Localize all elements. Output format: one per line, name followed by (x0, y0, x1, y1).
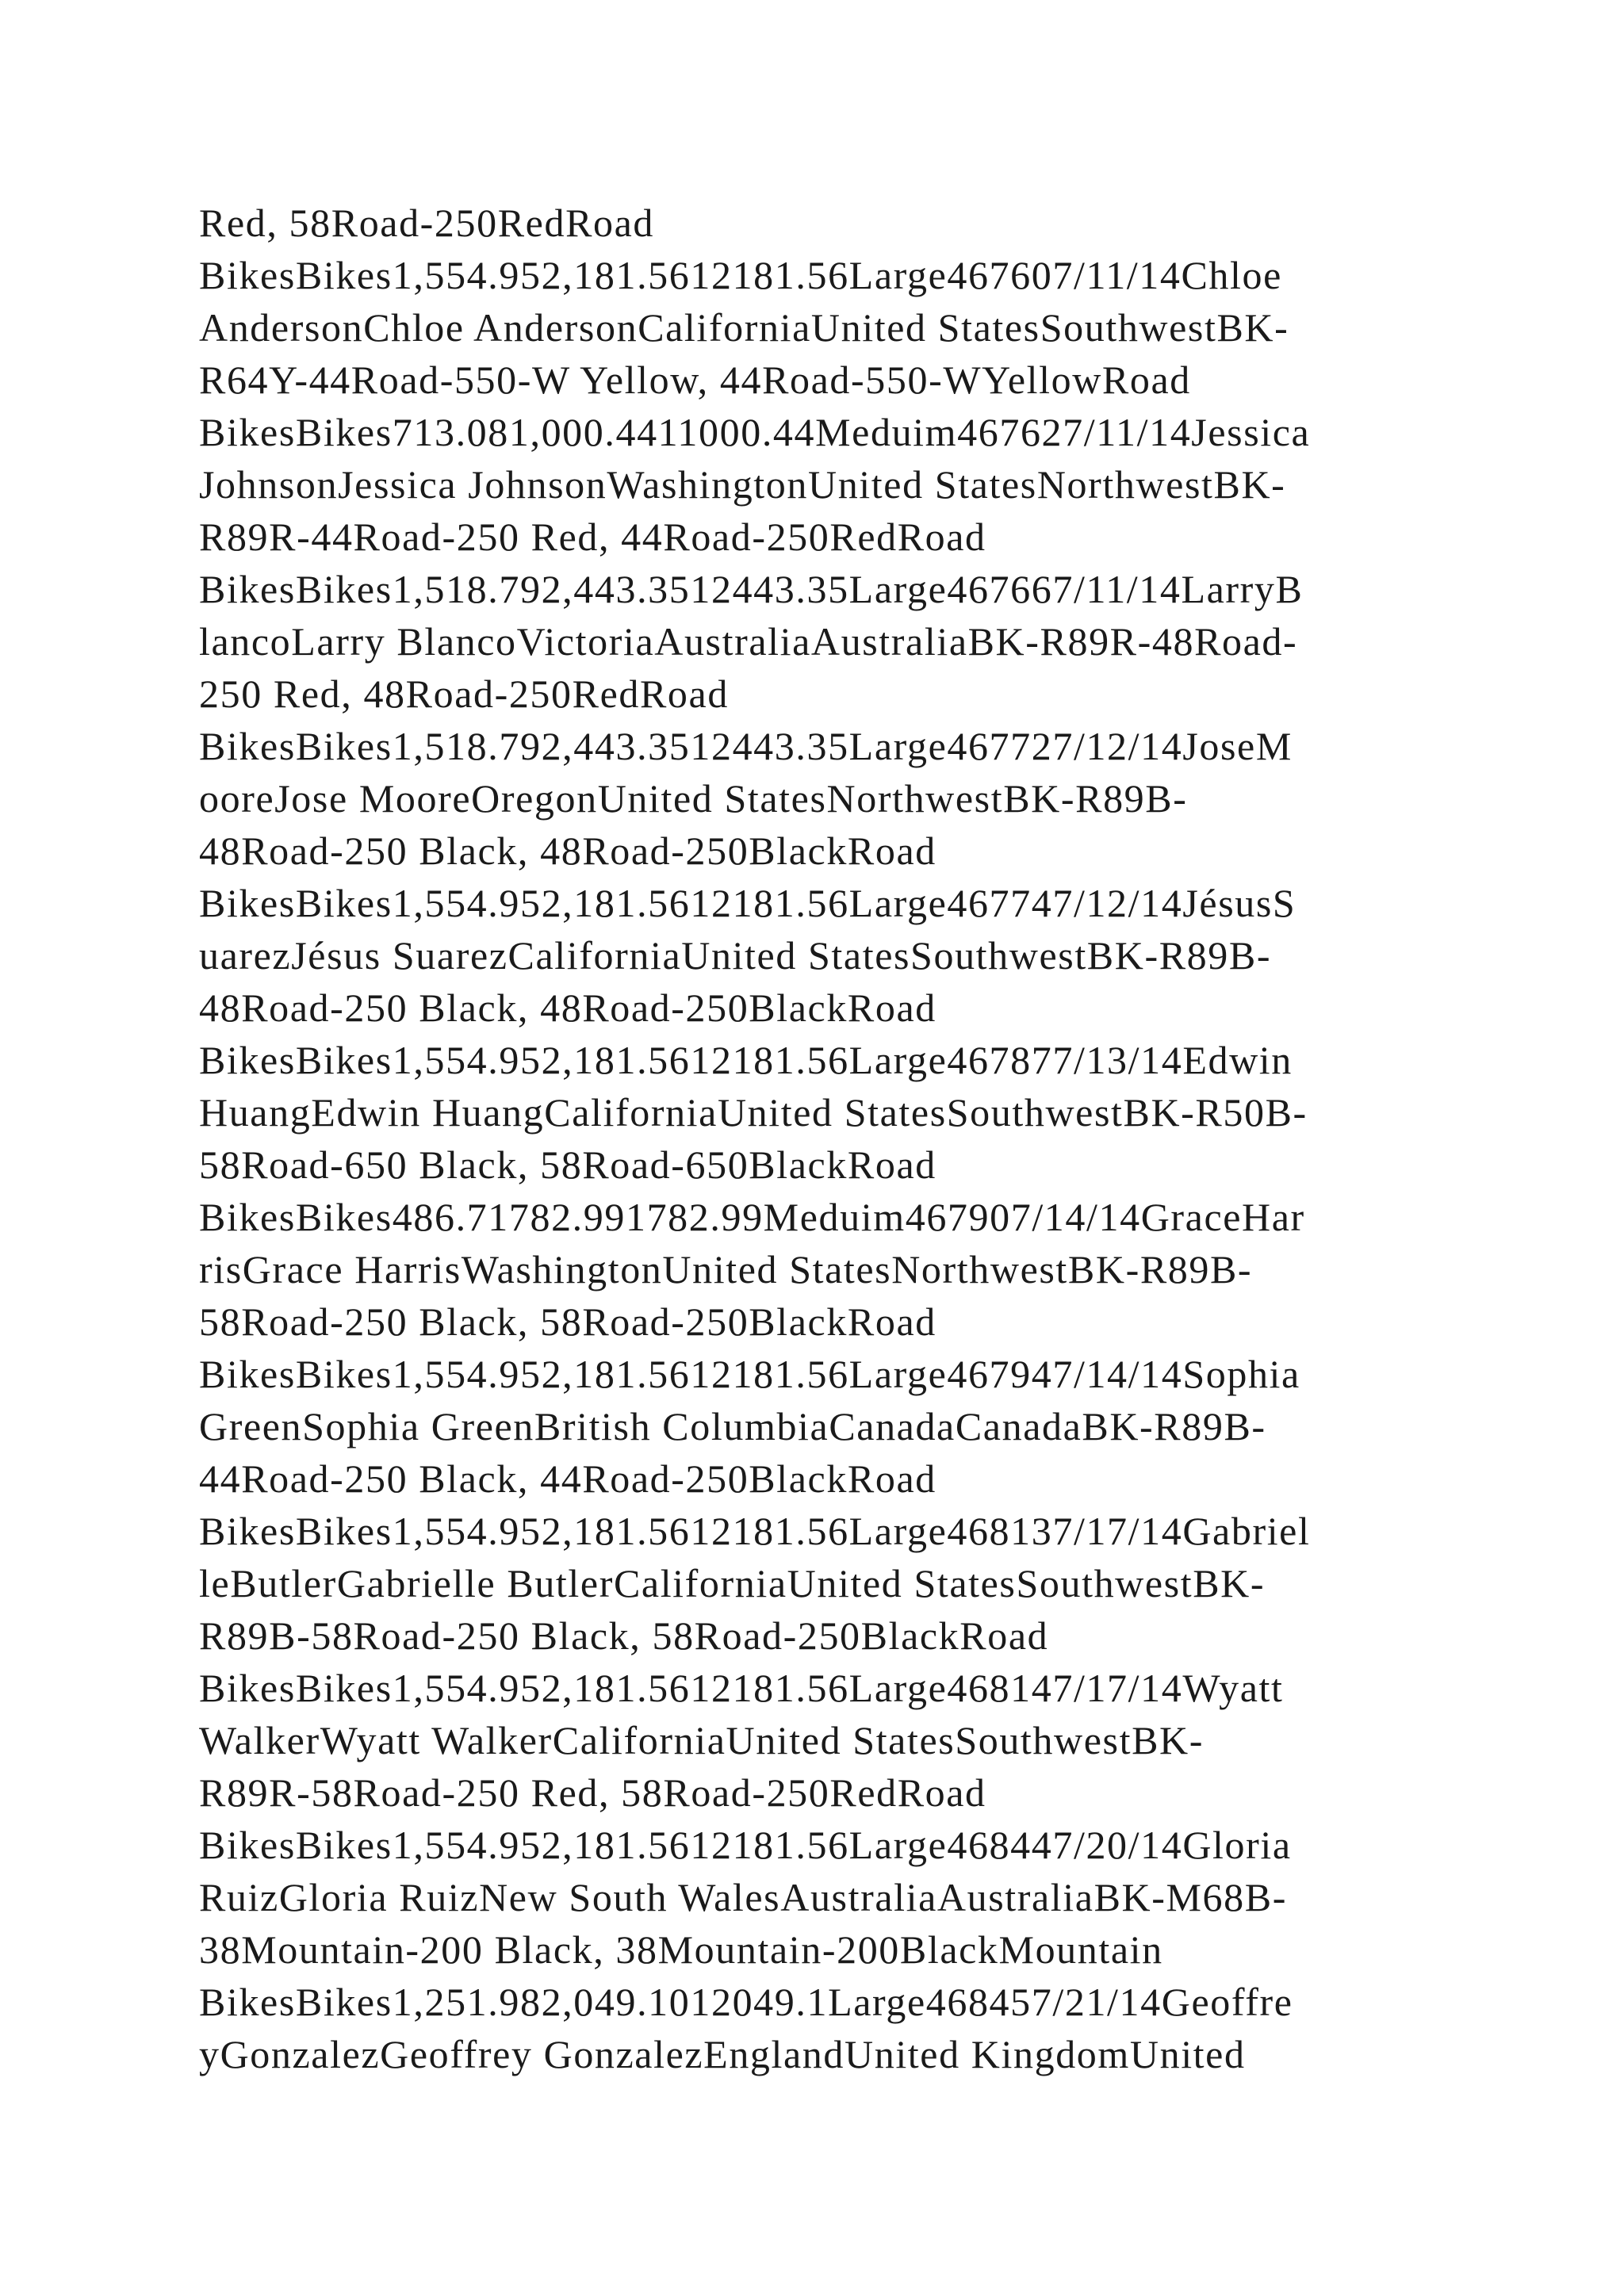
text-line: RuizGloria RuizNew South WalesAustraliaAustraliaBK-M68B- (199, 1875, 1287, 1919)
text-line: WalkerWyatt WalkerCaliforniaUnited StatesSouthwestBK- (199, 1718, 1204, 1762)
text-line: BikesBikes1,554.952,181.5612181.56Large467607/11/14Chloe (199, 253, 1282, 297)
text-line: BikesBikes486.71782.991782.99Meduim467907/14/14GraceHar (199, 1195, 1305, 1239)
text-line: 58Road-250 Black, 58Road-250BlackRoad (199, 1299, 936, 1344)
text-line: uarezJésus SuarezCaliforniaUnited StatesSouthwestBK-R89B- (199, 933, 1272, 978)
text-line: lancoLarry BlancoVictoriaAustraliaAustraliaBK-R89R-48Road- (199, 619, 1298, 664)
text-line: BikesBikes713.081,000.4411000.44Meduim467627/11/14Jessica (199, 410, 1311, 454)
text-line: risGrace HarrisWashingtonUnited StatesNorthwestBK-R89B- (199, 1247, 1253, 1292)
text-line: 44Road-250 Black, 44Road-250BlackRoad (199, 1456, 936, 1501)
text-line: BikesBikes1,554.952,181.5612181.56Large467947/14/14Sophia (199, 1352, 1300, 1396)
text-line: BikesBikes1,251.982,049.1012049.1Large468457/21/14Geoffre (199, 1980, 1293, 2024)
text-line: Red, 58Road-250RedRoad (199, 201, 655, 245)
text-line: ooreJose MooreOregonUnited StatesNorthwestBK-R89B- (199, 776, 1188, 821)
text-line: BikesBikes1,554.952,181.5612181.56Large467877/13/14Edwin (199, 1038, 1293, 1082)
text-line: BikesBikes1,554.952,181.5612181.56Large468447/20/14Gloria (199, 1823, 1292, 1867)
text-line: GreenSophia GreenBritish ColumbiaCanadaCanadaBK-R89B- (199, 1404, 1266, 1448)
text-line: 38Mountain-200 Black, 38Mountain-200BlackMountain (199, 1927, 1163, 1972)
text-line: 48Road-250 Black, 48Road-250BlackRoad (199, 985, 936, 1030)
text-line: R89R-58Road-250 Red, 58Road-250RedRoad (199, 1770, 986, 1815)
body-text (199, 197, 1452, 2080)
text-line: BikesBikes1,518.792,443.3512443.35Large467667/11/14LarryB (199, 567, 1304, 611)
text-line: AndersonChloe AndersonCaliforniaUnited StatesSouthwestBK- (199, 305, 1289, 350)
text-line: BikesBikes1,554.952,181.5612181.56Large468147/17/14Wyatt (199, 1666, 1284, 1710)
text-line: JohnsonJessica JohnsonWashingtonUnited StatesNorthwestBK- (199, 462, 1286, 507)
text-line: R64Y-44Road-550-W Yellow, 44Road-550-WYellowRoad (199, 358, 1191, 402)
text-line: BikesBikes1,518.792,443.3512443.35Large467727/12/14JoseM (199, 724, 1293, 768)
text-line: HuangEdwin HuangCaliforniaUnited StatesSouthwestBK-R50B- (199, 1090, 1308, 1135)
text-line: leButlerGabrielle ButlerCaliforniaUnited StatesSouthwestBK- (199, 1561, 1266, 1605)
text-line: 250 Red, 48Road-250RedRoad (199, 672, 729, 716)
text-line: 58Road-650 Black, 58Road-650BlackRoad (199, 1142, 936, 1187)
text-line: R89B-58Road-250 Black, 58Road-250BlackRoad (199, 1613, 1049, 1658)
text-line: BikesBikes1,554.952,181.5612181.56Large468137/17/14Gabriel (199, 1509, 1311, 1553)
text-line: R89R-44Road-250 Red, 44Road-250RedRoad (199, 515, 986, 559)
text-line: 48Road-250 Black, 48Road-250BlackRoad (199, 828, 936, 873)
text-line: BikesBikes1,554.952,181.5612181.56Large467747/12/14JésusS (199, 881, 1297, 925)
text-line: yGonzalezGeoffrey GonzalezEnglandUnited KingdomUnited (199, 2032, 1246, 2076)
